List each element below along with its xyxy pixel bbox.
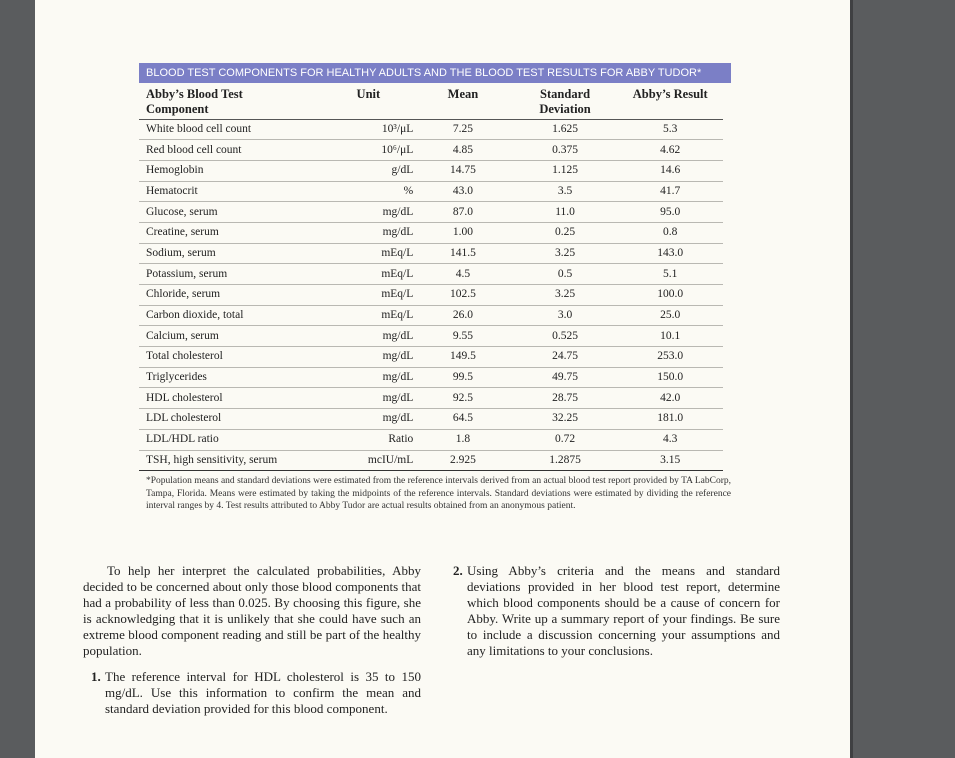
cell-unit: g/dL (303, 160, 413, 181)
blood-test-table-block (139, 63, 731, 513)
question-2-text: Using Abby’s criteria and the means and standard deviations provided in her blood test report, determine which blood components should be a cause of concern for Abby. Write up a summary report of your findings. Be sure to include a discussion concerning your assumptions and any limitations to your conclusions. (467, 563, 780, 658)
table-row (139, 347, 723, 368)
cell-unit: % (303, 181, 413, 202)
right-column (453, 563, 780, 659)
question-2-number: 2. (453, 563, 463, 578)
cell-mean: 14.75 (413, 160, 512, 181)
cell-mean: 102.5 (413, 285, 512, 306)
cell-unit: mcIU/mL (303, 450, 413, 471)
cell-unit: mg/dL (303, 326, 413, 347)
header-mean: Mean (413, 83, 512, 119)
cell-result: 253.0 (617, 347, 723, 368)
cell-sd: 3.25 (513, 285, 618, 306)
header-sd-line2: Deviation (539, 102, 591, 116)
cell-mean: 92.5 (413, 388, 512, 409)
cell-component: LDL/HDL ratio (139, 429, 303, 450)
cell-result: 150.0 (617, 367, 723, 388)
cell-mean: 4.5 (413, 264, 512, 285)
table-row (139, 222, 723, 243)
cell-sd: 0.72 (513, 429, 618, 450)
cell-sd: 1.125 (513, 160, 618, 181)
cell-result: 4.62 (617, 140, 723, 161)
table-title: BLOOD TEST COMPONENTS FOR HEALTHY ADULTS AND THE BLOOD TEST RESULTS FOR ABBY TUDOR* (139, 63, 731, 83)
cell-result: 100.0 (617, 285, 723, 306)
cell-unit: mEq/L (303, 285, 413, 306)
cell-sd: 1.2875 (513, 450, 618, 471)
cell-component: Total cholesterol (139, 347, 303, 368)
cell-result: 181.0 (617, 409, 723, 430)
cell-mean: 2.925 (413, 450, 512, 471)
cell-result: 25.0 (617, 305, 723, 326)
table-row (139, 140, 723, 161)
cell-component: TSH, high sensitivity, serum (139, 450, 303, 471)
header-sd-line1: Standard (540, 87, 591, 101)
cell-mean: 9.55 (413, 326, 512, 347)
cell-sd: 3.5 (513, 181, 618, 202)
cell-sd: 32.25 (513, 409, 618, 430)
cell-component: Hemoglobin (139, 160, 303, 181)
cell-result: 95.0 (617, 202, 723, 223)
cell-unit: 10⁶/μL (303, 140, 413, 161)
cell-result: 3.15 (617, 450, 723, 471)
cell-mean: 1.8 (413, 429, 512, 450)
cell-sd: 0.375 (513, 140, 618, 161)
cell-mean: 87.0 (413, 202, 512, 223)
header-unit: Unit (303, 83, 413, 119)
cell-sd: 28.75 (513, 388, 618, 409)
cell-component: Red blood cell count (139, 140, 303, 161)
question-1-text: The reference interval for HDL cholesterol is 35 to 150 mg/dL. Use this information to confirm the mean and standard deviation provided for this blood component. (105, 669, 421, 716)
table-row (139, 264, 723, 285)
header-result: Abby’s Result (617, 83, 723, 119)
left-column (83, 563, 421, 717)
cell-mean: 64.5 (413, 409, 512, 430)
header-component: Abby’s Blood Test Component (139, 83, 303, 119)
blood-test-table (139, 83, 723, 471)
cell-sd: 11.0 (513, 202, 618, 223)
cell-unit: mEq/L (303, 243, 413, 264)
cell-component: LDL cholesterol (139, 409, 303, 430)
cell-result: 42.0 (617, 388, 723, 409)
cell-mean: 149.5 (413, 347, 512, 368)
cell-component: Triglycerides (139, 367, 303, 388)
cell-component: Calcium, serum (139, 326, 303, 347)
cell-unit: mEq/L (303, 264, 413, 285)
table-body (139, 119, 723, 471)
cell-result: 143.0 (617, 243, 723, 264)
cell-mean: 26.0 (413, 305, 512, 326)
table-row (139, 326, 723, 347)
table-row (139, 285, 723, 306)
table-row (139, 243, 723, 264)
intro-paragraph: To help her interpret the calculated probabilities, Abby decided to be concerned about only those blood components that had a probability of less than 0.025. By choosing this figure, she is acknowledging that it is unlikely that she could have such an extreme blood component reading and still be part of the healthy population. (83, 563, 421, 658)
table-row (139, 181, 723, 202)
cell-unit: mg/dL (303, 222, 413, 243)
table-row (139, 450, 723, 471)
cell-mean: 141.5 (413, 243, 512, 264)
cell-sd: 0.5 (513, 264, 618, 285)
cell-sd: 1.625 (513, 119, 618, 140)
table-row (139, 160, 723, 181)
header-standard-deviation (513, 83, 618, 119)
cell-component: Glucose, serum (139, 202, 303, 223)
table-row (139, 367, 723, 388)
cell-sd: 49.75 (513, 367, 618, 388)
cell-unit: mg/dL (303, 347, 413, 368)
document-page (35, 0, 850, 758)
table-footnote: *Population means and standard deviations were estimated from the reference intervals derived from an actual blood test report provided by TA LabCorp, Tampa, Florida. Means were estimated by taking the midpoints of the reference intervals. Standard deviations were estimated by dividing the reference interval ranges by 4. Test results attributed to Abby Tudor are actual results obtained from an anonymous patient. (146, 476, 731, 512)
cell-sd: 24.75 (513, 347, 618, 368)
cell-unit: mg/dL (303, 202, 413, 223)
question-2 (453, 563, 780, 659)
cell-component: HDL cholesterol (139, 388, 303, 409)
table-row (139, 305, 723, 326)
cell-result: 5.1 (617, 264, 723, 285)
cell-sd: 3.0 (513, 305, 618, 326)
cell-result: 0.8 (617, 222, 723, 243)
cell-unit: 10³/μL (303, 119, 413, 140)
question-1 (83, 669, 421, 717)
cell-unit: mEq/L (303, 305, 413, 326)
cell-component: Sodium, serum (139, 243, 303, 264)
cell-mean: 7.25 (413, 119, 512, 140)
cell-component: Carbon dioxide, total (139, 305, 303, 326)
cell-result: 4.3 (617, 429, 723, 450)
cell-mean: 1.00 (413, 222, 512, 243)
cell-component: White blood cell count (139, 119, 303, 140)
cell-unit: mg/dL (303, 367, 413, 388)
question-1-number: 1. (91, 669, 101, 684)
table-row (139, 429, 723, 450)
cell-component: Potassium, serum (139, 264, 303, 285)
cell-mean: 43.0 (413, 181, 512, 202)
cell-sd: 0.525 (513, 326, 618, 347)
cell-result: 5.3 (617, 119, 723, 140)
cell-component: Chloride, serum (139, 285, 303, 306)
cell-result: 10.1 (617, 326, 723, 347)
cell-sd: 0.25 (513, 222, 618, 243)
cell-unit: Ratio (303, 429, 413, 450)
cell-unit: mg/dL (303, 409, 413, 430)
table-header-row (139, 83, 723, 119)
cell-unit: mg/dL (303, 388, 413, 409)
table-row (139, 202, 723, 223)
cell-component: Hematocrit (139, 181, 303, 202)
table-row (139, 119, 723, 140)
cell-component: Creatine, serum (139, 222, 303, 243)
page-edge-shadow (850, 0, 853, 758)
table-row (139, 388, 723, 409)
cell-result: 14.6 (617, 160, 723, 181)
cell-mean: 4.85 (413, 140, 512, 161)
cell-mean: 99.5 (413, 367, 512, 388)
table-row (139, 409, 723, 430)
cell-result: 41.7 (617, 181, 723, 202)
cell-sd: 3.25 (513, 243, 618, 264)
